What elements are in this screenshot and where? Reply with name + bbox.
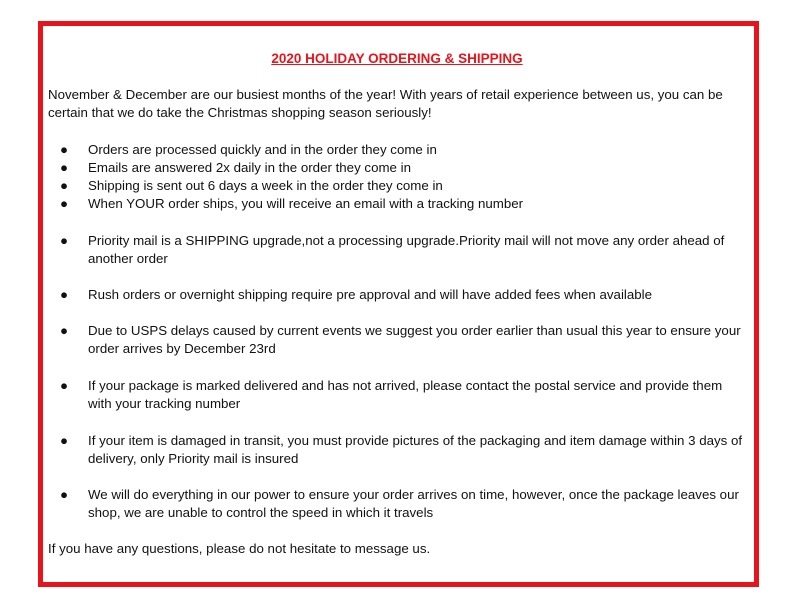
- bullet-icon: ●: [59, 378, 69, 393]
- list-item-text: When YOUR order ships, you will receive an email with a tracking number: [88, 196, 524, 211]
- list-item-text: If your item is damaged in transit, you must provide pictures of the packaging and item damage within 3 days of delivery, only Priority mail is insured: [88, 433, 743, 466]
- page-title: 2020 HOLIDAY ORDERING & SHIPPING: [271, 51, 523, 66]
- bullet-icon: ●: [59, 178, 69, 193]
- bullet-icon: ●: [59, 287, 69, 302]
- bullet-icon: ●: [59, 196, 69, 211]
- bullet-icon: ●: [59, 142, 69, 157]
- list-item-text: Rush orders or overnight shipping require pre approval and will have added fees when available: [88, 287, 652, 302]
- list-item-text: If your package is marked delivered and has not arrived, please contact the postal service and provide them with your tracking number: [88, 378, 723, 411]
- list-item-text: Orders are processed quickly and in the order they come in: [88, 142, 437, 157]
- bullet-icon: ●: [59, 487, 69, 502]
- bullet-icon: ●: [59, 433, 69, 448]
- intro-paragraph: November & December are our busiest months of the year! With years of retail experience between us, you can be certain that we do take the Christmas shopping season seriously!: [48, 87, 723, 120]
- bullet-icon: ●: [59, 160, 69, 175]
- list-item-text: Due to USPS delays caused by current events we suggest you order earlier than usual this year to ensure your order arrives by December 23rd: [88, 323, 741, 356]
- list-item-text: Shipping is sent out 6 days a week in the order they come in: [88, 178, 443, 193]
- bullet-icon: ●: [59, 323, 69, 338]
- list-item-text: We will do everything in our power to ensure your order arrives on time, however, once the package leaves our shop, we are unable to control the speed in which it travels: [88, 487, 739, 520]
- list-item-text: Priority mail is a SHIPPING upgrade,not a processing upgrade.Priority mail will not move any order ahead of another order: [88, 233, 725, 266]
- closing-paragraph: If you have any questions, please do not hesitate to message us.: [48, 541, 431, 556]
- list-item-text: Emails are answered 2x daily in the order they come in: [88, 160, 411, 175]
- bullet-icon: ●: [59, 233, 69, 248]
